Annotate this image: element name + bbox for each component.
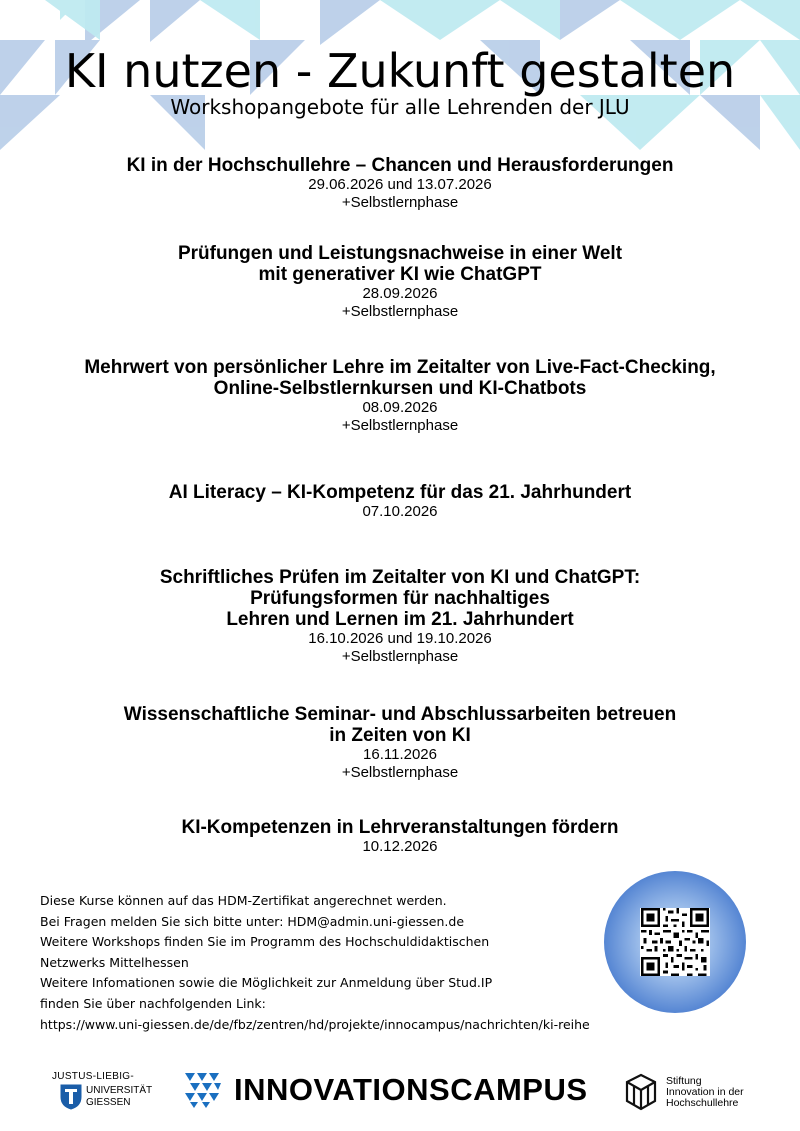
registration-link[interactable]: https://www.uni-giessen.de/de/fbz/zentren/hd/projekte/innocampus/nachrichten/ki-reihe [40,1016,590,1032]
info-line: Netzwerks Mittelhessen [40,954,189,970]
workshop-title: Mehrwert von persönlicher Lehre im Zeitalter von Live-Fact-Checking, [84,357,716,378]
workshop-6 [0,704,800,782]
stiftung-line: Innovation in der [666,1086,744,1098]
workshop-2 [0,243,800,321]
qr-code-icon[interactable] [640,908,710,976]
workshop-title: AI Literacy – KI-Kompetenz für das 21. Jahrhundert [168,482,632,503]
workshop-title: Wissenschaftliche Seminar- und Abschlussarbeiten betreuen [123,704,677,725]
workshop-extra: +Selbstlernphase [341,194,459,211]
workshop-title: in Zeiten von KI [329,725,471,746]
workshop-date: 16.11.2026 [363,746,437,763]
workshop-date: 07.10.2026 [362,503,438,520]
info-line: finden Sie über nachfolgenden Link: [40,995,266,1011]
workshop-date: 28.09.2026 [362,285,438,302]
info-block [40,891,660,1035]
info-line: Weitere Infomationen sowie die Möglichkeit zur Anmeldung über Stud.IP [40,975,493,991]
workshop-title: Prüfungsformen für nachhaltiges [250,588,550,609]
stiftung-line: Stiftung [666,1075,702,1087]
workshop-title: KI-Kompetenzen in Lehrveranstaltungen fördern [181,817,619,838]
page-subtitle: Workshopangebote für alle Lehrenden der JLU [170,95,630,119]
workshop-3 [0,357,800,435]
jlu-logo [52,1072,162,1117]
workshop-date: 16.10.2026 und 19.10.2026 [308,630,492,647]
workshop-date: 29.06.2026 und 13.07.2026 [308,176,492,193]
stiftung-logo-text [666,1076,744,1109]
jlu-logo-text: UNIVERSITÄT [86,1085,153,1096]
workshop-extra: +Selbstlernphase [341,417,459,434]
workshop-extra: +Selbstlernphase [341,648,459,665]
stiftung-line: Hochschullehre [666,1097,739,1109]
workshop-5 [0,567,800,666]
stiftung-cube-icon [625,1073,657,1111]
workshop-extra: +Selbstlernphase [341,303,459,320]
innovationscampus-logo-text: INNOVATIONSCAMPUS [234,1072,588,1107]
workshop-title: KI in der Hochschullehre – Chancen und Herausforderungen [126,155,674,176]
jlu-logo-text: GIESSEN [86,1097,131,1108]
page-title: KI nutzen - Zukunft gestalten [64,44,736,98]
jlu-logo-text: JUSTUS-LIEBIG- [52,1071,134,1082]
workshop-1 [0,155,800,212]
workshop-title: Online-Selbstlernkursen und KI-Chatbots [213,378,587,399]
workshop-date: 08.09.2026 [362,399,438,416]
workshop-title: mit generativer KI wie ChatGPT [258,264,542,285]
innovationscampus-icon [185,1073,221,1109]
contact-email-line[interactable]: Bei Fragen melden Sie sich bitte unter: HDM@admin.uni-giessen.de [40,913,465,929]
workshop-title: Prüfungen und Leistungsnachweise in einer Welt [177,243,623,264]
workshop-date: 10.12.2026 [362,838,438,855]
info-line: Diese Kurse können auf das HDM-Zertifikat angerechnet werden. [40,893,447,908]
workshop-title: Lehren und Lernen im 21. Jahrhundert [226,609,574,630]
workshop-extra: +Selbstlernphase [341,764,459,781]
jlu-shield-icon [60,1084,82,1110]
workshop-7 [0,817,800,856]
workshop-title: Schriftliches Prüfen im Zeitalter von KI und ChatGPT: [159,567,641,588]
info-line: Weitere Workshops finden Sie im Programm des Hochschuldidaktischen [40,934,490,950]
workshop-4 [0,482,800,521]
